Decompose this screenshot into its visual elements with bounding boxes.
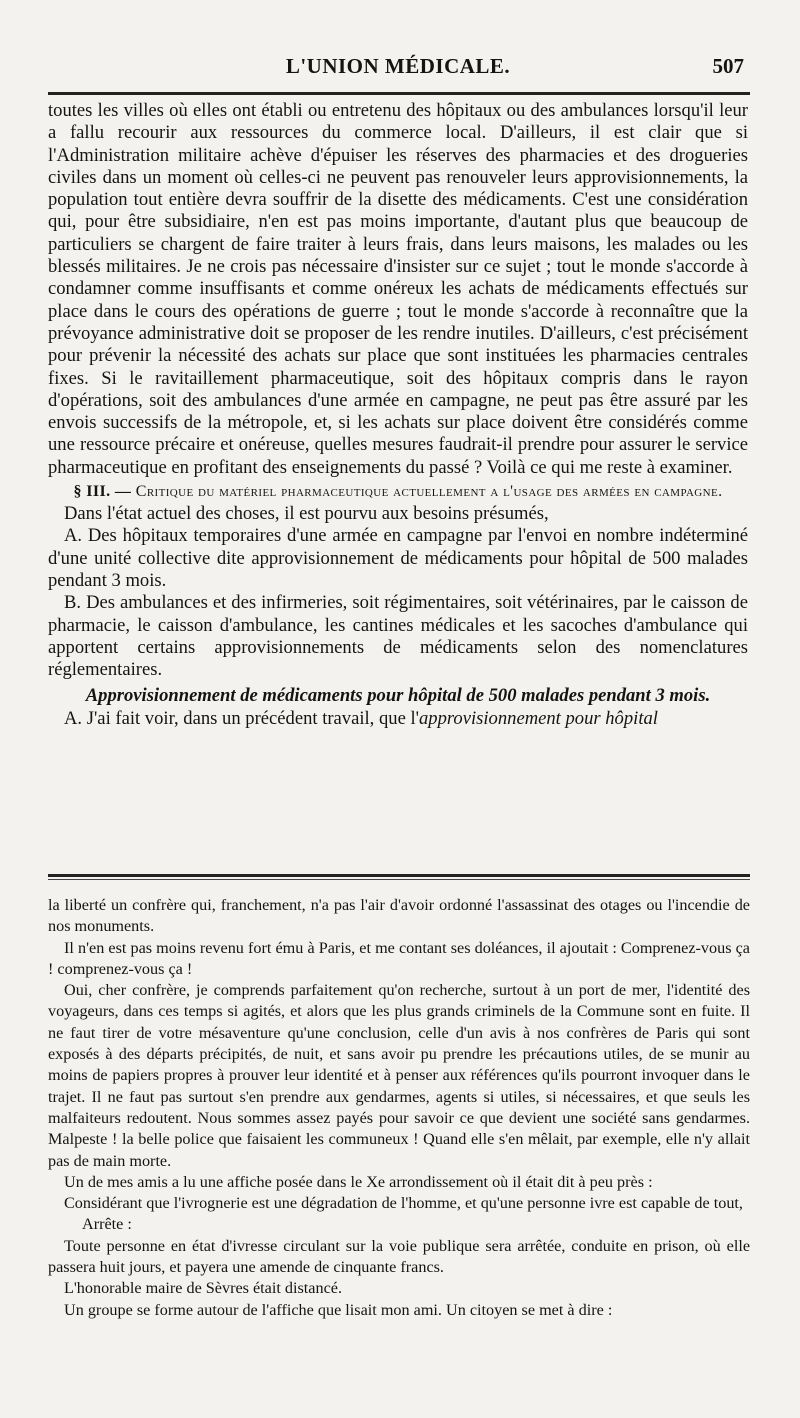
- page-number: 507: [712, 54, 744, 78]
- feuilleton-paragraph-7: Toute personne en état d'ivresse circulant sur la voie publique sera arrêtée, conduite en prison, où elle passera huit jours, et payera une amende de cinquante francs.: [48, 1236, 750, 1277]
- paragraph-last-italic: approvisionnement pour hôpital: [419, 707, 658, 729]
- paragraph-last: [48, 708, 748, 730]
- paragraph-item-a: A. Des hôpitaux temporaires d'une armée en campagne par l'envoi en nombre indéterminé d'une unité collective dite approvisionnement de médicaments pour hôpital de 500 malades pendant 3 mois.: [48, 525, 748, 591]
- paragraph-intro: Dans l'état actuel des choses, il est pourvu aux besoins présumés,: [64, 503, 549, 525]
- feuilleton-paragraph-3: Oui, cher confrère, je comprends parfaitement qu'on recherche, surtout à un port de mer, l'identité des voyageurs, dans ces temps si agités, et alors que les plus grands criminels de la Commune sont en fuite. Il ne faut tirer de votre mésaventure qu'une conclusion, celle d'un avis à nos confrères de Paris qui sont exposés à des départs précipités, de nuit, et sans avoir pu prendre les précautions utiles, de se munir au moins de papiers propres à prouver leur identité et à penser aux références qu'ils pourront invoquer dans le trajet. Il ne faut pas surtout s'en prendre aux gendarmes, agents si utiles, si nécessaires, et que seuls les malfaiteurs redoutent. Nous sommes assez payés pour savoir ce que devient une société sans gendarmes. Malpeste ! la belle police que faisaient les communeux ! Quand elle s'en mêlait, par exemple, elle n'y allait pas de main morte.: [48, 981, 750, 1170]
- section-number: § III. —: [73, 483, 132, 501]
- journal-title: L'UNION MÉDICALE.: [285, 54, 511, 78]
- paragraph-continuation: toutes les villes où elles ont établi ou entretenu des hôpitaux ou des ambulances lorsqu'il leur a fallu recourir aux ressources du commerce local. D'ailleurs, il est clair que si l'Administration militaire achève d'épuiser les réserves des pharmacies et des drogueries civiles dans un moment où celles-ci ne peuvent pas renouveler leurs approvisionnements, la population tout entière devra souffrir de la disette des médicaments. C'est une considération qui, pour être subsidiaire, n'en est pas moins importante, d'autant plus que beaucoup de particuliers se chargent de faire traiter à leurs frais, dans leurs maisons, les malades ou les blessés militaires. Je ne crois pas nécessaire d'insister sur ce sujet ; tout le monde s'accorde à condamner comme insuffisants et comme onéreux les achats de médicaments effectués sur place dans le cours des opérations de guerre ; tout le monde s'accorde à reconnaître que la prévoyance administrative doit se proposer de les rendre inutiles. D'ailleurs, c'est précisément pour prévenir la nécessité des achats sur place que sont instituées les pharmacies centrales fixes. Si le ravitaillement pharmaceutique, soit des hôpitaux compris dans le rayon d'opérations, soit des ambulances d'une armée en campagne, ne peut pas être assuré par les envois successifs de la métropole, et, si les achats sur place doivent être considérés comme une ressource précaire et onéreuse, quelles mesures faudrait-il prendre pour assurer le service pharmaceutique en profitant des enseignements du passé ? Voilà ce qui me reste à examiner.: [48, 100, 748, 478]
- feuilleton-paragraph-4: Un de mes amis a lu une affiche posée dans le Xe arrondissement où il était dit à peu près :: [64, 1172, 653, 1191]
- feuilleton-paragraph-2: Il n'en est pas moins revenu fort ému à Paris, et me contant ses doléances, il ajoutait : Comprenez-vous ça ! comprenez-vous ça !: [48, 938, 750, 978]
- feuilleton-paragraph-8: L'honorable maire de Sèvres était distancé.: [64, 1279, 342, 1298]
- paragraph-last-text: A. J'ai fait voir, dans un précédent travail, que l': [64, 707, 419, 729]
- feuilleton-paragraph-1: la liberté un confrère qui, franchement, n'a pas l'air d'avoir ordonné l'assassinat des otages ou l'incendie de nos monuments.: [48, 896, 750, 936]
- feuilleton-paragraph-5: Considérant que l'ivrognerie est une dégradation de l'homme, et qu'une personne ivre est capable de tout,: [64, 1194, 743, 1213]
- feuilleton-arrete: Arrête :: [82, 1215, 132, 1234]
- feuilleton-rule: [48, 874, 750, 877]
- feuilleton-text: [48, 895, 750, 1321]
- main-text: [48, 100, 748, 730]
- section-title: Critique du matériel pharmaceutique actuellement a l'usage des armées en campagne.: [135, 483, 723, 501]
- subsection-title: Approvisionnement de médicaments pour hôpital de 500 malades pendant 3 mois.: [85, 685, 711, 707]
- paragraph-item-b: B. Des ambulances et des infirmeries, soit régimentaires, soit vétérinaires, par le caisson de pharmacie, le caisson d'ambulance, les cantines médicales et les sacoches d'ambulance qui apportent certains approvisionnements de médicaments selon des nomenclatures réglementaires.: [48, 592, 748, 681]
- section-heading: [48, 481, 748, 503]
- running-header: [48, 54, 748, 86]
- feuilleton-rule-thin: [48, 879, 750, 880]
- header-rule: [48, 92, 750, 95]
- feuilleton-paragraph-9: Un groupe se forme autour de l'affiche que lisait mon ami. Un citoyen se met à dire :: [64, 1300, 613, 1319]
